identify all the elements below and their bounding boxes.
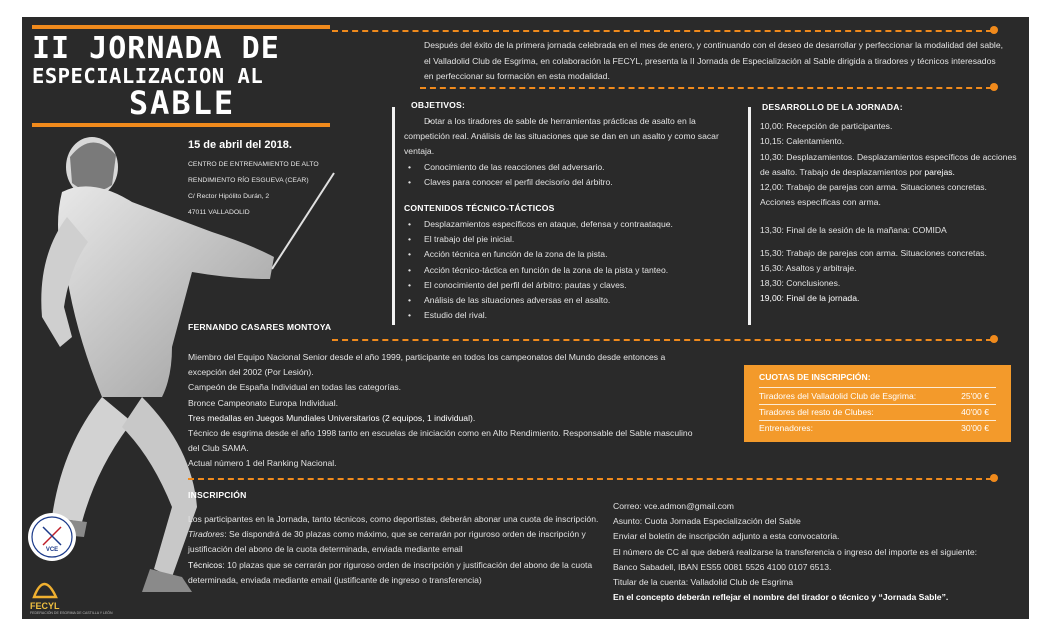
schedule-item: 19,00: Final de la jornada. — [760, 293, 860, 304]
objetivos-heading: OBJETIVOS: — [411, 100, 466, 110]
contact-email: Correo: vce.admon@gmail.com — [613, 501, 734, 511]
schedule-item — [760, 150, 1022, 180]
tecnicos-text: : 10 plazas que se cerrarán por riguroso orden de inscripción y justificación del abono de la cuota determinada, enviada mediante email (justificante de ingreso o transferencia) — [188, 559, 593, 585]
inscripcion-tecnicos — [188, 558, 606, 588]
divider-2 — [420, 87, 992, 89]
fees-box — [744, 365, 1011, 442]
schedule-item-text: 10,30: Desplazamientos. Desplazamientos específicos de acciones de asalto. Trabajo de desplazamientos por — [760, 151, 1017, 177]
event-date: 15 de abril del 2018. — [188, 139, 292, 151]
coach-bio-line: Actual número 1 del Ranking Nacional. — [188, 458, 337, 469]
title-line-2: ESPECIALIZACION AL — [32, 64, 264, 88]
contact-account: El número de CC al que deberá realizarse la transferencia o ingreso del importe es el siguiente: Banco Sabadell, IBAN ES55 0081 5526 4100 0107 6513. — [613, 546, 978, 572]
list-item: • Conocimiento de las reacciones del adversario. — [404, 160, 744, 175]
divider-3-dot — [990, 335, 998, 343]
divider-top — [332, 30, 992, 32]
inscripcion-text — [188, 512, 606, 588]
poster — [22, 17, 1029, 619]
fecyl-emblem — [30, 577, 58, 599]
vce-logo — [28, 513, 76, 561]
list-item: • Claves para conocer el perfil decisorio del árbitro. — [404, 175, 744, 190]
fecyl-sub: FEDERACIÓN DE ESGRIMA DE CASTILLA Y LEÓN — [30, 611, 113, 615]
divider-3 — [332, 339, 992, 341]
tiradores-text: : Se dispondrá de 30 plazas como máximo, que se cerrarán por riguroso orden de inscripción y justificación del abono de la cuota determinada, enviada mediante email — [188, 529, 586, 555]
fee-price: 30'00 € — [961, 423, 989, 433]
list-item: • Desplazamientos específicos en ataque, defensa y contraataque. — [404, 217, 744, 232]
vce-logo-ring — [28, 513, 76, 561]
schedule-item: 18,30: Conclusiones. — [760, 278, 841, 289]
column-rule-1 — [392, 107, 395, 325]
schedule-item-emphasis: parejas. — [924, 166, 955, 177]
fee-label: Entrenadores: — [759, 423, 813, 433]
coach-bio-line: Campeón de España Individual en todas las categorías. — [188, 382, 402, 393]
objetivos-section — [404, 100, 744, 323]
schedule-item: 15,30: Trabajo de parejas con arma. Situaciones concretas. — [760, 247, 987, 258]
list-item: • El trabajo del pie inicial. — [404, 232, 744, 247]
coach-name: FERNANDO CASARES MONTOYA — [188, 322, 332, 332]
tiradores-label: Tiradores — [188, 529, 225, 540]
schedule-item: 12,00: Trabajo de parejas con arma. Situaciones concretas. Acciones específicas con arma. — [760, 182, 987, 208]
schedule-item: 13,30: Final de la sesión de la mañana: COMIDA — [760, 225, 947, 236]
contenidos-heading: CONTENIDOS TÉCNICO-TÁCTICOS — [404, 203, 555, 214]
tecnicos-label: Técnicos — [188, 559, 223, 570]
divider-4 — [188, 478, 992, 480]
objetivos-list — [404, 114, 744, 190]
schedule-item: 10,15: Calentamiento. — [760, 136, 845, 147]
coach-bio-line: Tres medallas en Juegos Mundiales Universitarios (2 equipos, 1 individual). — [188, 412, 476, 423]
schedule-item: 10,00: Recepción de participantes. — [760, 121, 893, 132]
vce-logo-text: VCE — [45, 547, 59, 553]
desarrollo-section — [760, 100, 1022, 306]
fee-row — [759, 407, 989, 417]
list-item: • Acción técnica en función de la zona de la pista. — [404, 247, 744, 262]
title-line-3: SABLE — [128, 84, 236, 122]
divider-top-dot — [990, 26, 998, 34]
column-rule-2 — [748, 107, 751, 325]
fee-row — [759, 423, 989, 433]
fees-rule — [759, 404, 996, 405]
inscripcion-heading: INSCRIPCIÓN — [188, 490, 247, 500]
coach-bio — [188, 350, 703, 472]
fee-label: Tiradores del resto de Clubes: — [759, 407, 874, 417]
event-address: C/ Rector Hipólito Durán, 2 — [188, 193, 270, 200]
fees-heading: CUOTAS DE INSCRIPCIÓN: — [759, 372, 871, 382]
event-venue-2: RENDIMIENTO RÍO ESGUEVA (CEAR) — [188, 177, 309, 184]
event-info — [188, 139, 348, 221]
schedule-item: 16,30: Asaltos y arbitraje. — [760, 262, 857, 273]
desarrollo-heading: DESARROLLO DE LA JORNADA: — [762, 102, 903, 112]
list-item: • Acción técnico-táctica en función de la zona de la pista y tanteo. — [404, 263, 744, 278]
fecyl-name: FECYL — [30, 601, 60, 611]
event-venue-1: CENTRO DE ENTRENAMIENTO DE ALTO — [188, 161, 319, 168]
contenidos-list — [404, 217, 744, 323]
coach-bio-line: Técnico de esgrima desde el año 1998 tanto en escuelas de iniciación como en Alto Rendimiento. Responsable del Sable masculino del Club SAMA. — [188, 428, 693, 454]
list-item: • Estudio del rival. — [404, 308, 744, 323]
list-item: • Análisis de las situaciones adversas en el asalto. — [404, 293, 744, 308]
fee-price: 40'00 € — [961, 407, 989, 417]
title-line-1: II JORNADA DE — [32, 31, 280, 66]
coach-bio-line: Bronce Campeonato Europa Individual. — [188, 397, 339, 408]
contact-send: Enviar el boletín de inscripción adjunto a esta convocatoria. — [613, 531, 840, 542]
contact-subject: Asunto: Cuota Jornada Especialización del Sable — [613, 516, 801, 527]
title-rule-bottom — [32, 123, 330, 127]
contact-block — [613, 499, 993, 605]
fees-rule — [759, 420, 996, 421]
fee-price: 25'00 € — [961, 391, 989, 401]
coach-bio-line: Miembro del Equipo Nacional Senior desde el año 1999, participante en todos los campeonatos del Mundo desde entonces a excepción del 2002 (Por Lesión). — [188, 352, 666, 378]
title-rule-top — [32, 25, 330, 29]
contact-holder: Titular de la cuenta: Valladolid Club de Esgrima — [613, 577, 794, 588]
divider-4-dot — [990, 474, 998, 482]
title-block — [32, 25, 332, 127]
contact-concept: En el concepto deberán reflejar el nombre del tirador o técnico y “Jornada Sable”. — [613, 592, 949, 603]
inscripcion-tiradores — [188, 527, 606, 557]
event-city: 47011 VALLADOLID — [188, 209, 250, 216]
fee-row — [759, 391, 989, 401]
fecyl-logo — [30, 577, 130, 615]
intro-text: Después del éxito de la primera jornada celebrada en el mes de enero, y continuando con el deseo de desarrollar y perfeccionar la modalidad del sable, el Valladolid Club de Esgrima, en colaboración la FECYL, presenta la II Jornada de Especialización al Sable dirigida a tiradores y técnicos interesados en perfeccionar su formación en esta modalidad. — [424, 40, 1003, 81]
fees-rule — [759, 387, 996, 388]
list-item: • Dotar a los tiradores de sable de herramientas prácticas de asalto en la competición real. Análisis de las situaciones que se dan en un asalto y como sacar ventaja. — [404, 114, 744, 160]
fee-label: Tiradores del Valladolid Club de Esgrima: — [759, 391, 917, 401]
list-item: • El conocimiento del perfil del árbitro: pautas y claves. — [404, 278, 744, 293]
inscripcion-paragraph: Los participantes en la Jornada, tanto técnicos, como deportistas, deberán abonar una cuota de inscripción. — [188, 514, 599, 524]
